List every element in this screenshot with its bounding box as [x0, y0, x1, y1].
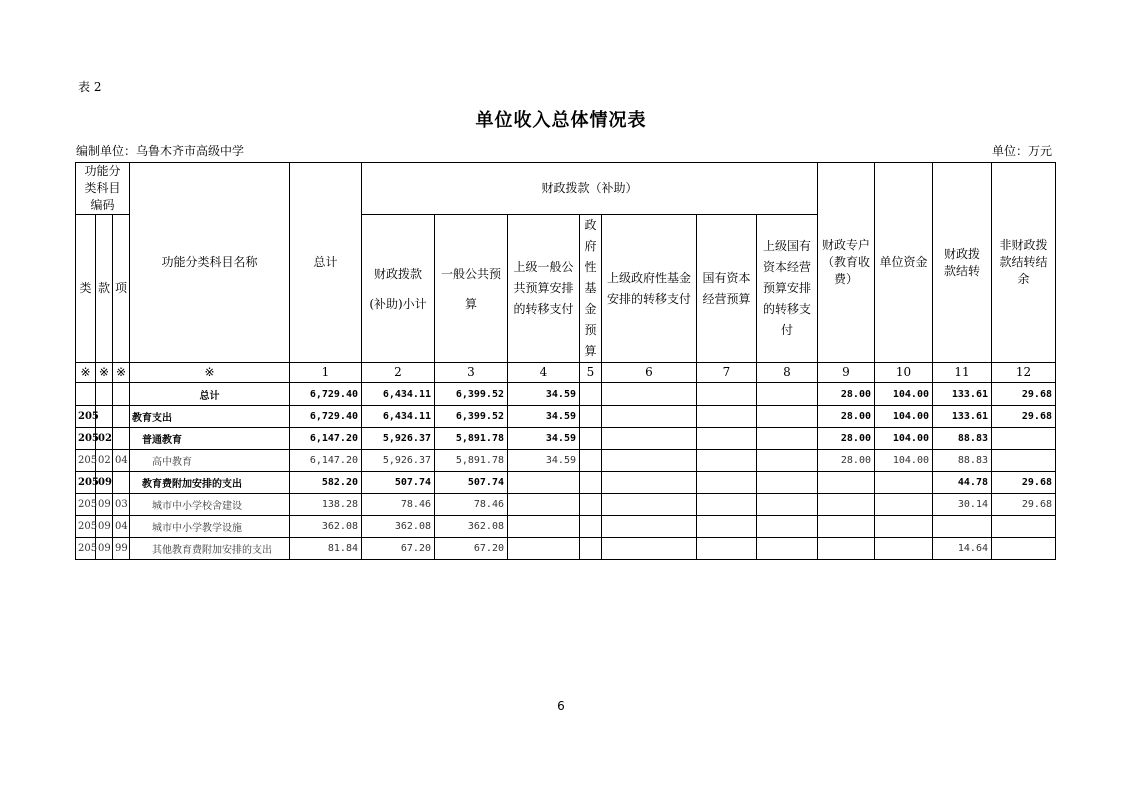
code-lei-cell: 205: [76, 450, 96, 472]
index-row: [76, 363, 1056, 383]
header-gov-fund-budget-text: 政府性基金预算: [584, 218, 597, 358]
header-general-budget-text: 一般公共预算: [441, 266, 502, 311]
value-cell: 29.68: [992, 383, 1056, 406]
code-lei-cell: 205: [76, 516, 96, 538]
value-cell: 29.68: [992, 406, 1056, 428]
income-summary-table: [75, 162, 1056, 560]
header-nonfiscal-carryover: [992, 163, 1056, 363]
value-cell: [508, 538, 580, 560]
value-cell: 6,434.11: [362, 406, 435, 428]
code-lei-cell: 205: [76, 494, 96, 516]
header-upper-general-transfer-text: 上级一般公共预算安排的转移支付: [513, 260, 574, 316]
header-gov-fund-budget: [580, 215, 602, 363]
index-cell: ※: [76, 363, 96, 383]
page-number: 6: [557, 699, 565, 713]
value-cell: 6,147.20: [290, 450, 362, 472]
value-cell: 104.00: [875, 428, 933, 450]
currency-unit-label: 单位：万元: [991, 144, 1052, 158]
value-cell: 5,926.37: [362, 450, 435, 472]
value-cell: 362.08: [362, 516, 435, 538]
value-cell: [697, 383, 757, 406]
index-cell: 11: [933, 363, 992, 383]
value-cell: [697, 428, 757, 450]
code-xiang-cell: 03: [113, 494, 130, 516]
header-upper-state-capital-transfer-text: 上级国有资本经营预算安排的转移支付: [762, 239, 811, 337]
code-kuan-cell: 09: [96, 472, 113, 494]
value-cell: [757, 450, 818, 472]
value-cell: 67.20: [435, 538, 508, 560]
header-unit-funds: 单位资金: [875, 163, 933, 363]
value-cell: [697, 472, 757, 494]
value-cell: 104.00: [875, 383, 933, 406]
item-name-cell: 高中教育: [130, 450, 290, 472]
value-cell: [602, 450, 697, 472]
index-cell: 7: [697, 363, 757, 383]
table-row: [76, 494, 1056, 516]
code-kuan-cell: 09: [96, 494, 113, 516]
code-xiang-cell: [113, 383, 130, 406]
table-row: [76, 406, 1056, 428]
index-cell: ※: [113, 363, 130, 383]
value-cell: [602, 428, 697, 450]
value-cell: [757, 494, 818, 516]
code-lei-cell: 205: [76, 406, 96, 428]
value-cell: 5,891.78: [435, 428, 508, 450]
value-cell: 28.00: [818, 406, 875, 428]
value-cell: [602, 472, 697, 494]
value-cell: 34.59: [508, 406, 580, 428]
code-kuan-cell: [96, 383, 113, 406]
header-xiang: 项: [113, 215, 130, 363]
header-fiscal-special: [818, 163, 875, 363]
value-cell: [580, 428, 602, 450]
value-cell: 67.20: [362, 538, 435, 560]
value-cell: 582.20: [290, 472, 362, 494]
index-cell: 12: [992, 363, 1056, 383]
value-cell: 78.46: [362, 494, 435, 516]
code-xiang-cell: 99: [113, 538, 130, 560]
value-cell: 88.83: [933, 450, 992, 472]
value-cell: [818, 494, 875, 516]
value-cell: [580, 383, 602, 406]
value-cell: [508, 472, 580, 494]
index-cell: ※: [130, 363, 290, 383]
header-upper-gov-fund-transfer: [602, 215, 697, 363]
value-cell: 6,147.20: [290, 428, 362, 450]
header-total: 总计: [290, 163, 362, 363]
index-cell: 10: [875, 363, 933, 383]
value-cell: 507.74: [362, 472, 435, 494]
value-cell: 5,891.78: [435, 450, 508, 472]
header-fiscal-subtotal-text: 财政拨款(补助)小计: [369, 266, 427, 311]
value-cell: 133.61: [933, 383, 992, 406]
header-kuan: 款: [96, 215, 113, 363]
index-cell: 3: [435, 363, 508, 383]
value-cell: 133.61: [933, 406, 992, 428]
code-kuan-cell: 02: [96, 428, 113, 450]
table-row: [76, 428, 1056, 450]
code-xiang-cell: [113, 472, 130, 494]
table-body: [76, 383, 1056, 560]
code-lei-cell: [76, 383, 96, 406]
value-cell: [580, 450, 602, 472]
value-cell: [697, 516, 757, 538]
header-state-capital-budget-text: 国有资本经营预算: [702, 270, 751, 306]
value-cell: [757, 472, 818, 494]
value-cell: [875, 472, 933, 494]
value-cell: [602, 383, 697, 406]
value-cell: 6,399.52: [435, 383, 508, 406]
code-xiang-cell: 04: [113, 450, 130, 472]
value-cell: 28.00: [818, 450, 875, 472]
value-cell: [757, 406, 818, 428]
value-cell: 44.78: [933, 472, 992, 494]
item-name-cell: 城市中小学教学设施: [130, 516, 290, 538]
value-cell: 78.46: [435, 494, 508, 516]
header-fiscal-carryover-text: 财政拨款结转: [943, 246, 980, 278]
value-cell: 28.00: [818, 428, 875, 450]
value-cell: [875, 494, 933, 516]
item-name-cell: 普通教育: [130, 428, 290, 450]
value-cell: [933, 516, 992, 538]
table-label: 表 2: [78, 80, 102, 94]
value-cell: [508, 516, 580, 538]
value-cell: [580, 406, 602, 428]
item-name-cell: 教育费附加安排的支出: [130, 472, 290, 494]
value-cell: 104.00: [875, 406, 933, 428]
value-cell: [697, 450, 757, 472]
value-cell: [757, 383, 818, 406]
page-title: 单位收入总体情况表: [475, 110, 647, 131]
index-cell: 6: [602, 363, 697, 383]
value-cell: [697, 538, 757, 560]
value-cell: 28.00: [818, 383, 875, 406]
header-lei: 类: [76, 215, 96, 363]
table-header: [76, 163, 1056, 383]
header-fiscal-special-text: 财政专户（教育收费）: [822, 238, 871, 286]
value-cell: 138.28: [290, 494, 362, 516]
value-cell: 6,729.40: [290, 406, 362, 428]
header-general-budget: [435, 215, 508, 363]
value-cell: 6,729.40: [290, 383, 362, 406]
value-cell: 362.08: [435, 516, 508, 538]
code-kuan-cell: 09: [96, 516, 113, 538]
header-state-capital-budget: [697, 215, 757, 363]
value-cell: 81.84: [290, 538, 362, 560]
value-cell: [602, 538, 697, 560]
value-cell: [992, 428, 1056, 450]
code-kuan-cell: 09: [96, 538, 113, 560]
value-cell: [580, 494, 602, 516]
item-name-cell: 总计: [130, 383, 290, 406]
index-cell: 9: [818, 363, 875, 383]
value-cell: 88.83: [933, 428, 992, 450]
code-xiang-cell: 04: [113, 516, 130, 538]
compiler-unit-label: 编制单位：乌鲁木齐市高级中学: [76, 144, 245, 158]
index-cell: 2: [362, 363, 435, 383]
code-lei-cell: 205: [76, 428, 96, 450]
value-cell: [697, 406, 757, 428]
value-cell: 104.00: [875, 450, 933, 472]
value-cell: 29.68: [992, 494, 1056, 516]
code-lei-cell: 205: [76, 538, 96, 560]
value-cell: [818, 516, 875, 538]
value-cell: [508, 494, 580, 516]
value-cell: 507.74: [435, 472, 508, 494]
index-cell: ※: [96, 363, 113, 383]
value-cell: 29.68: [992, 472, 1056, 494]
value-cell: [875, 516, 933, 538]
header-upper-general-transfer: [508, 215, 580, 363]
value-cell: [602, 406, 697, 428]
value-cell: [818, 538, 875, 560]
value-cell: [992, 450, 1056, 472]
item-name-cell: 城市中小学校舍建设: [130, 494, 290, 516]
index-cell: 5: [580, 363, 602, 383]
code-lei-cell: 205: [76, 472, 96, 494]
table-row: [76, 383, 1056, 406]
code-kuan-cell: 02: [96, 450, 113, 472]
header-func-code-group: [76, 163, 130, 215]
index-cell: 1: [290, 363, 362, 383]
value-cell: 34.59: [508, 450, 580, 472]
value-cell: [992, 538, 1056, 560]
value-cell: 30.14: [933, 494, 992, 516]
value-cell: [875, 538, 933, 560]
value-cell: 6,399.52: [435, 406, 508, 428]
value-cell: [757, 516, 818, 538]
value-cell: [697, 494, 757, 516]
value-cell: [602, 516, 697, 538]
value-cell: 362.08: [290, 516, 362, 538]
value-cell: 34.59: [508, 428, 580, 450]
table-row: [76, 516, 1056, 538]
value-cell: [580, 516, 602, 538]
index-cell: 4: [508, 363, 580, 383]
header-fiscal-carryover: [933, 163, 992, 363]
value-cell: 34.59: [508, 383, 580, 406]
value-cell: [757, 428, 818, 450]
header-fiscal-subtotal: [362, 215, 435, 363]
index-cell: 8: [757, 363, 818, 383]
value-cell: [757, 538, 818, 560]
item-name-cell: 其他教育费附加安排的支出: [130, 538, 290, 560]
header-func-code-group-text: 功能分类科目编码: [84, 164, 121, 212]
code-xiang-cell: [113, 428, 130, 450]
header-name: 功能分类科目名称: [130, 163, 290, 363]
table-row: [76, 450, 1056, 472]
value-cell: 6,434.11: [362, 383, 435, 406]
table-row: [76, 538, 1056, 560]
value-cell: [818, 472, 875, 494]
value-cell: [580, 538, 602, 560]
value-cell: 5,926.37: [362, 428, 435, 450]
item-name-cell: 教育支出: [130, 406, 290, 428]
header-fiscal-group: 财政拨款（补助）: [362, 163, 818, 215]
header-nonfiscal-carryover-text: 非财政拨款结转结余: [999, 238, 1048, 286]
header-upper-state-capital-transfer: [757, 215, 818, 363]
value-cell: 14.64: [933, 538, 992, 560]
header-upper-gov-fund-transfer-text: 上级政府性基金安排的转移支付: [606, 270, 691, 306]
value-cell: [602, 494, 697, 516]
value-cell: [992, 516, 1056, 538]
value-cell: [580, 472, 602, 494]
table-row: [76, 472, 1056, 494]
code-xiang-cell: [113, 406, 130, 428]
